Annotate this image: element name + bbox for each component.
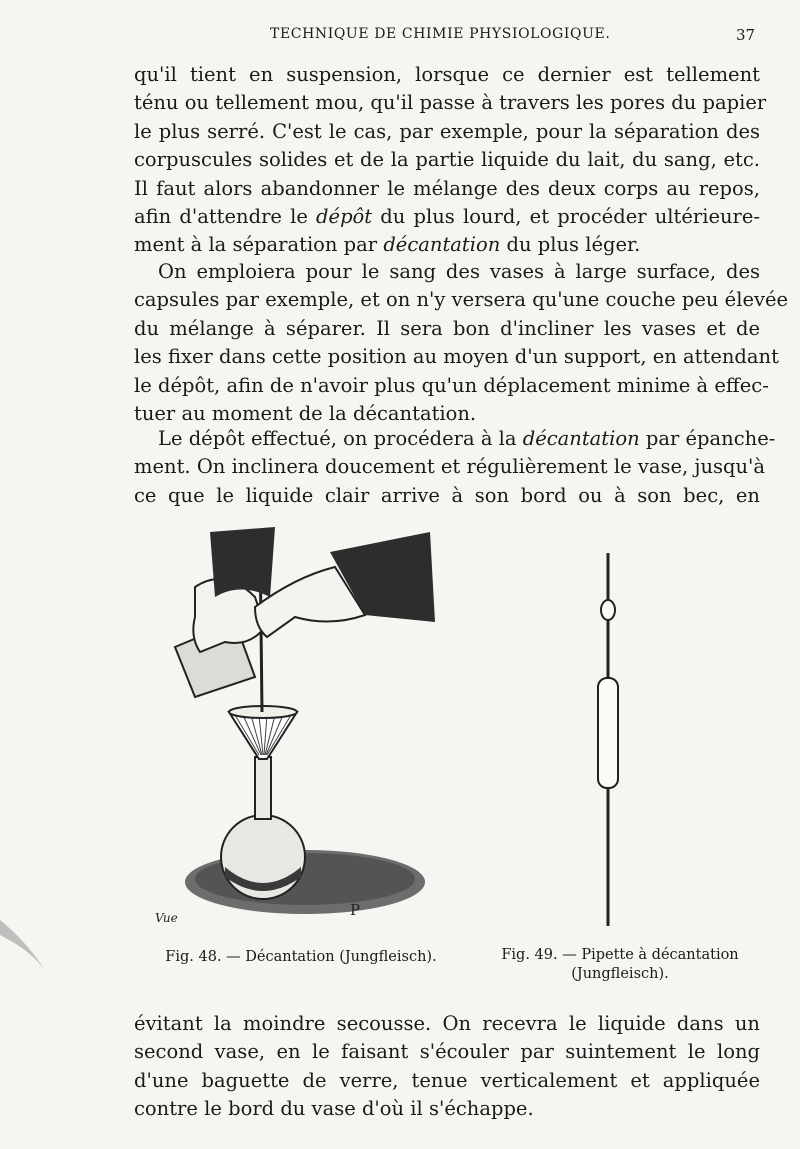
text-line: second vase, en le faisant s'écouler par suintement le long: [134, 1040, 760, 1064]
italic-term: dépôt: [316, 205, 373, 229]
text-line: les fixer dans cette position au moyen d'un support, en attendant: [134, 345, 779, 369]
text-line: qu'il tient en suspension, lorsque ce dernier est tellement: [134, 63, 760, 86]
page-number: 37: [736, 26, 756, 44]
engraver-signature-left: Vue: [155, 911, 178, 925]
running-head: TECHNIQUE DE CHIMIE PHYSIOLOGIQUE.: [270, 26, 611, 42]
left-sleeve: [210, 527, 275, 597]
text-line: du mélange à séparer. Il sera bon d'incliner les vases et de: [134, 316, 760, 340]
text-line: évitant la moindre secousse. On recevra le liquide dans un: [134, 1012, 760, 1035]
paragraph-1: [134, 61, 767, 260]
text-run: ment à la séparation par: [134, 233, 384, 257]
text-run: Le dépôt effectué, on procédera à la: [158, 427, 523, 450]
figure-48-caption: Fig. 48. — Décantation (Jungfleisch).: [165, 949, 437, 965]
flask-neck: [255, 757, 271, 819]
text-line: d'une baguette de verre, tenue verticalement et appliquée: [134, 1068, 760, 1092]
italic-term: décantation: [383, 233, 501, 257]
paragraph-2: [134, 258, 789, 428]
caption-line: (Jungfleisch).: [571, 966, 669, 982]
text-line: [134, 231, 760, 259]
text-run: du plus léger.: [500, 233, 641, 257]
text-line: capsules par exemple, et on n'y versera qu'une couche peu élevée: [134, 288, 789, 312]
caption-line: Fig. 49. — Pipette à décantation: [501, 947, 739, 963]
text-line: tuer au moment de la décantation.: [134, 402, 477, 426]
pipette-large-bulb: [598, 678, 618, 788]
text-line: On emploiera pour le sang des vases à large surface, des: [158, 260, 760, 283]
figure-48-decantation-illustration: [155, 527, 445, 937]
italic-term: décantation: [522, 427, 640, 450]
pipette-small-bulb: [601, 600, 615, 620]
text-line: contre le bord du vase d'où il s'échappe.: [134, 1097, 534, 1121]
text-line: [134, 425, 776, 453]
figure-49-caption: [490, 946, 750, 984]
text-line: le plus serré. C'est le cas, par exemple, pour la séparation des: [134, 119, 760, 143]
paragraph-4: [134, 1010, 760, 1124]
text-line: le dépôt, afin de n'avoir plus qu'un déplacement minime à effec-: [134, 373, 769, 397]
engraver-signature-right: P: [350, 901, 361, 919]
text-line: corpuscules solides et de la partie liquide du lait, du sang, etc.: [134, 148, 760, 172]
text-line: ténu ou tellement mou, qu'il passe à travers les pores du papier: [134, 91, 767, 115]
text-run: afin d'attendre le: [134, 205, 317, 229]
text-line: ce que le liquide clair arrive à son bord ou à son bec, en: [134, 483, 760, 507]
text-line: ment. On inclinera doucement et régulièrement le vase, jusqu'à: [134, 455, 766, 479]
text-line: [134, 203, 760, 231]
paragraph-3: [134, 425, 776, 510]
text-run: du plus lourd, et procéder ultérieure-: [372, 205, 760, 229]
text-line: Il faut alors abandonner le mélange des deux corps au repos,: [134, 176, 760, 200]
text-run: par épanche-: [639, 427, 776, 450]
figure-49-pipette-illustration: [588, 548, 628, 933]
page-edge-tear: [0, 910, 60, 990]
